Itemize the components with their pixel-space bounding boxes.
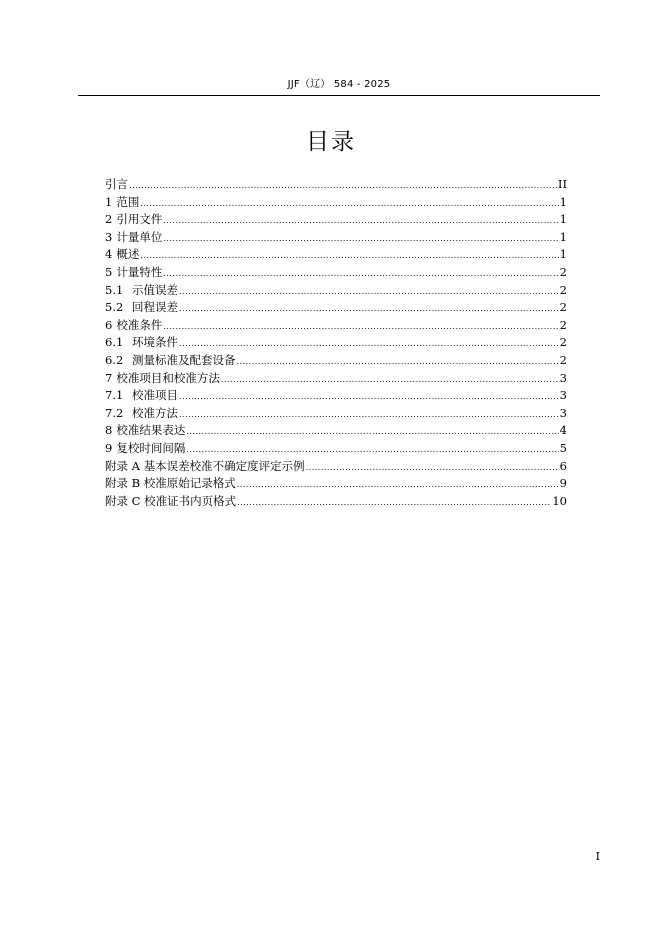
toc-entry-text: 引言	[105, 177, 128, 191]
toc-entry-number: 7.1	[105, 388, 124, 403]
toc-entry[interactable]	[105, 229, 567, 247]
toc-dot-leader	[179, 335, 559, 353]
toc-entry-page: 4	[559, 423, 567, 438]
toc-entry-label	[105, 387, 178, 405]
toc-entry-label	[105, 282, 178, 300]
toc-entry-page: 3	[559, 388, 567, 403]
toc-entry-text: 附录 A 基本误差校准不确定度评定示例	[105, 458, 305, 473]
toc-entry-text: 计量特性	[116, 264, 163, 279]
toc-entry-label	[105, 370, 220, 388]
toc-entry-page: 3	[559, 405, 567, 420]
toc-entry-text: 示值误差	[132, 282, 178, 297]
toc-entry-text: 校准方法	[132, 405, 178, 420]
toc-dot-leader	[140, 247, 558, 265]
toc-entry-number: 7.2	[105, 405, 124, 420]
toc-entry-number: 2	[105, 212, 113, 227]
page-header	[78, 78, 600, 96]
toc-entry-text: 校准结果表达	[116, 423, 186, 438]
toc-entry-page: 9	[559, 476, 567, 491]
toc-entry-number: 3	[105, 229, 113, 244]
toc-entry[interactable]	[105, 334, 567, 352]
toc-entry[interactable]	[105, 299, 567, 317]
toc-entry-page: 1	[559, 212, 567, 227]
toc-entry-number: 5.1	[105, 282, 124, 297]
toc-entry-text: 附录 B 校准原始记录格式	[105, 476, 236, 491]
toc-entry-number: 5.2	[105, 300, 124, 315]
toc-entry-text: 计量单位	[116, 229, 163, 244]
toc-entry-number: 6.1	[105, 335, 124, 350]
standard-code: JJF（辽） 584 - 2025	[287, 79, 391, 90]
toc-entry-text: 回程误差	[132, 300, 178, 315]
toc-entry-text: 范围	[116, 194, 140, 209]
toc-dot-leader	[163, 318, 558, 336]
toc-entry[interactable]	[105, 194, 567, 212]
toc-entry[interactable]	[105, 440, 567, 458]
toc-dot-leader	[186, 441, 558, 459]
toc-entry-label	[105, 352, 236, 370]
toc-entry-text: 环境条件	[132, 335, 178, 350]
toc-dot-leader	[163, 265, 558, 283]
toc-entry[interactable]	[105, 475, 567, 493]
toc-entry-label	[105, 458, 305, 476]
toc-entry-label	[105, 334, 178, 352]
toc-entry-page: 2	[559, 264, 567, 279]
toc-entry-label	[105, 211, 162, 229]
toc-dot-leader	[179, 283, 559, 301]
toc-entry-label	[105, 194, 139, 212]
toc-entry-number: 6.2	[105, 352, 124, 367]
toc-entry-page: 1	[559, 194, 567, 209]
toc-dot-leader	[221, 371, 559, 389]
toc-entry-label	[105, 299, 178, 317]
toc-entry[interactable]	[105, 282, 567, 300]
toc-entry[interactable]	[105, 370, 567, 388]
toc-entry-text: 校准条件	[116, 317, 163, 332]
toc-entry[interactable]	[105, 211, 567, 229]
toc-dot-leader	[306, 459, 559, 477]
page-title: 目录	[306, 129, 356, 155]
toc-entry-text: 附录 C 校准证书内页格式	[105, 493, 237, 508]
toc-entry-number: 1	[105, 194, 113, 209]
toc-dot-leader	[179, 300, 559, 318]
toc-entry[interactable]	[105, 264, 567, 282]
toc-entry-page: 1	[559, 247, 567, 262]
toc-entry-page: 2	[559, 300, 567, 315]
toc-entry[interactable]	[105, 422, 567, 440]
toc-entry[interactable]	[105, 352, 567, 370]
toc-dot-leader	[237, 494, 551, 512]
toc-entry-number: 9	[105, 440, 113, 455]
toc-entry[interactable]	[105, 493, 567, 511]
toc-entry-number: 7	[105, 370, 113, 385]
toc-entry-page: 5	[559, 440, 567, 455]
toc-entry-text: 复校时间间隔	[116, 440, 186, 455]
toc-entry[interactable]	[105, 387, 567, 405]
toc-entry-page: 2	[559, 317, 567, 332]
toc-entry[interactable]	[105, 458, 567, 476]
page-number: I	[595, 850, 600, 863]
toc-dot-leader	[237, 476, 559, 494]
toc-entry-label	[105, 475, 236, 493]
toc-entry-page: 2	[559, 335, 567, 350]
toc-dot-leader	[186, 423, 558, 441]
toc-entry-number: 5	[105, 264, 113, 279]
toc-entry-page: 1	[559, 229, 567, 244]
toc-dot-leader	[179, 406, 559, 424]
toc-entry-label	[105, 317, 162, 335]
toc-dot-leader	[163, 212, 558, 230]
toc-entry[interactable]	[105, 405, 567, 423]
toc-entry[interactable]	[105, 317, 567, 335]
toc-entry-label	[105, 246, 139, 264]
toc-entry-page: 3	[559, 370, 567, 385]
toc-entry-label	[105, 422, 185, 440]
toc-entry-page: 10	[552, 493, 567, 508]
toc-entry-text: 引用文件	[116, 212, 163, 227]
toc-entry-label	[105, 440, 185, 458]
toc-entry-number: 8	[105, 423, 113, 438]
toc-entry-page: 2	[559, 352, 567, 367]
toc-entry[interactable]	[105, 176, 567, 194]
toc-dot-leader	[163, 230, 558, 248]
toc-entry[interactable]	[105, 246, 567, 264]
toc-entry-label	[105, 229, 162, 247]
toc-dot-leader	[129, 177, 557, 195]
toc-dot-leader	[140, 195, 558, 213]
toc-entry-label	[105, 405, 178, 423]
toc-entry-page: 6	[559, 458, 567, 473]
toc-entry-label	[105, 176, 128, 194]
toc-entry-label	[105, 493, 236, 511]
toc-dot-leader	[237, 353, 559, 371]
toc-entry-page: 2	[559, 282, 567, 297]
table-of-contents	[105, 176, 567, 510]
toc-entry-number: 4	[105, 247, 113, 262]
toc-entry-text: 校准项目	[132, 388, 178, 403]
toc-entry-text: 概述	[116, 247, 140, 262]
toc-entry-label	[105, 264, 162, 282]
toc-entry-page: II	[557, 177, 567, 191]
toc-entry-text: 测量标准及配套设备	[132, 352, 236, 367]
toc-entry-text: 校准项目和校准方法	[116, 370, 220, 385]
toc-entry-number: 6	[105, 317, 113, 332]
toc-dot-leader	[179, 388, 559, 406]
